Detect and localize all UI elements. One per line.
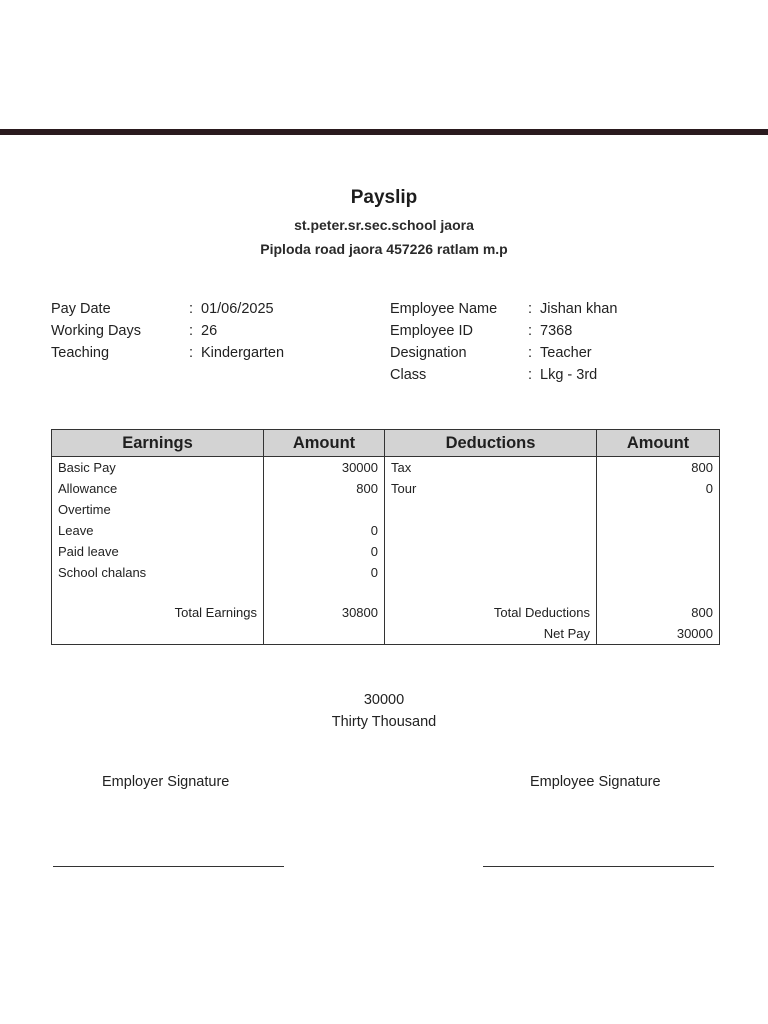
- working-days-value: 26: [201, 323, 218, 339]
- earning-label: School chalans: [52, 562, 264, 583]
- working-days-label: Working Days: [51, 323, 141, 339]
- net-pay-value: 30000: [597, 623, 720, 645]
- pay-info-left: [51, 298, 351, 364]
- table-row: [52, 478, 720, 499]
- employee-id-value: 7368: [540, 323, 573, 339]
- earning-amount: 800: [264, 478, 385, 499]
- earning-label: Overtime: [52, 499, 264, 520]
- employee-name-value: Jishan khan: [540, 301, 618, 317]
- earning-amount: 30000: [264, 457, 385, 479]
- school-address: Piploda road jaora 457226 ratlam m.p: [260, 241, 508, 257]
- deductions-amount-header: Amount: [597, 430, 720, 457]
- deductions-header: Deductions: [385, 430, 597, 457]
- colon: :: [189, 345, 194, 361]
- total-earnings-label: Total Earnings: [52, 602, 264, 623]
- table-row: [52, 541, 720, 562]
- colon: :: [189, 301, 194, 317]
- total-deductions-label: Total Deductions: [385, 602, 597, 623]
- earning-amount: 0: [264, 562, 385, 583]
- deduction-label: [385, 499, 597, 520]
- employee-id-row: [390, 320, 720, 342]
- top-divider-bar: [0, 129, 768, 135]
- earning-label: Paid leave: [52, 541, 264, 562]
- employer-signature-line: [53, 866, 284, 868]
- colon: :: [189, 323, 194, 339]
- designation-row: [390, 342, 720, 364]
- deduction-amount: 800: [597, 457, 720, 479]
- deduction-amount: [597, 562, 720, 583]
- employee-signature-label: Employee Signature: [530, 774, 661, 790]
- empty-cell: [52, 583, 264, 602]
- net-pay-in-words: Thirty Thousand: [331, 714, 437, 730]
- table-row: [52, 499, 720, 520]
- earnings-header: Earnings: [52, 430, 264, 457]
- deduction-label: Tax: [385, 457, 597, 479]
- earning-label: Basic Pay: [52, 457, 264, 479]
- deduction-label: [385, 520, 597, 541]
- empty-cell: [264, 583, 385, 602]
- table-row: [52, 562, 720, 583]
- colon: :: [528, 323, 533, 339]
- teaching-row: [51, 342, 351, 364]
- class-row: [390, 364, 720, 386]
- deduction-label: [385, 562, 597, 583]
- colon: :: [528, 367, 533, 383]
- deduction-amount: [597, 499, 720, 520]
- totals-row: [52, 602, 720, 623]
- total-deductions-value: 800: [597, 602, 720, 623]
- deduction-amount: 0: [597, 478, 720, 499]
- colon: :: [528, 301, 533, 317]
- net-pay-label: Net Pay: [385, 623, 597, 645]
- colon: :: [528, 345, 533, 361]
- designation-value: Teacher: [540, 345, 592, 361]
- earning-label: Leave: [52, 520, 264, 541]
- empty-cell: [52, 623, 264, 645]
- employee-name-row: [390, 298, 720, 320]
- class-value: Lkg - 3rd: [540, 367, 598, 383]
- pay-date-value: 01/06/2025: [201, 301, 274, 317]
- pay-date-label: Pay Date: [51, 301, 111, 317]
- class-label: Class: [390, 367, 427, 383]
- earning-amount: 0: [264, 541, 385, 562]
- deduction-amount: [597, 520, 720, 541]
- payslip-title: Payslip: [350, 187, 418, 208]
- earning-amount: 0: [264, 520, 385, 541]
- earning-label: Allowance: [52, 478, 264, 499]
- net-pay-row: [52, 623, 720, 645]
- designation-label: Designation: [390, 345, 467, 361]
- employer-signature-label: Employer Signature: [102, 774, 230, 790]
- table-row: [52, 457, 720, 479]
- school-name: st.peter.sr.sec.school jaora: [294, 217, 474, 233]
- total-earnings-value: 30800: [264, 602, 385, 623]
- earnings-amount-header: Amount: [264, 430, 385, 457]
- empty-cell: [597, 583, 720, 602]
- table-spacer-row: [52, 583, 720, 602]
- empty-cell: [385, 583, 597, 602]
- pay-date-row: [51, 298, 351, 320]
- teaching-label: Teaching: [51, 345, 110, 361]
- employee-name-label: Employee Name: [390, 301, 498, 317]
- empty-cell: [264, 623, 385, 645]
- earning-amount: [264, 499, 385, 520]
- employee-info-right: [390, 298, 720, 386]
- deduction-label: Tour: [385, 478, 597, 499]
- deduction-amount: [597, 541, 720, 562]
- table-row: [52, 520, 720, 541]
- earnings-deductions-table: [51, 429, 720, 645]
- table-header-row: [52, 430, 720, 457]
- working-days-row: [51, 320, 351, 342]
- employee-id-label: Employee ID: [390, 323, 474, 339]
- employee-signature-line: [483, 866, 714, 868]
- deduction-label: [385, 541, 597, 562]
- teaching-value: Kindergarten: [201, 345, 285, 361]
- net-pay-amount: 30000: [363, 692, 405, 708]
